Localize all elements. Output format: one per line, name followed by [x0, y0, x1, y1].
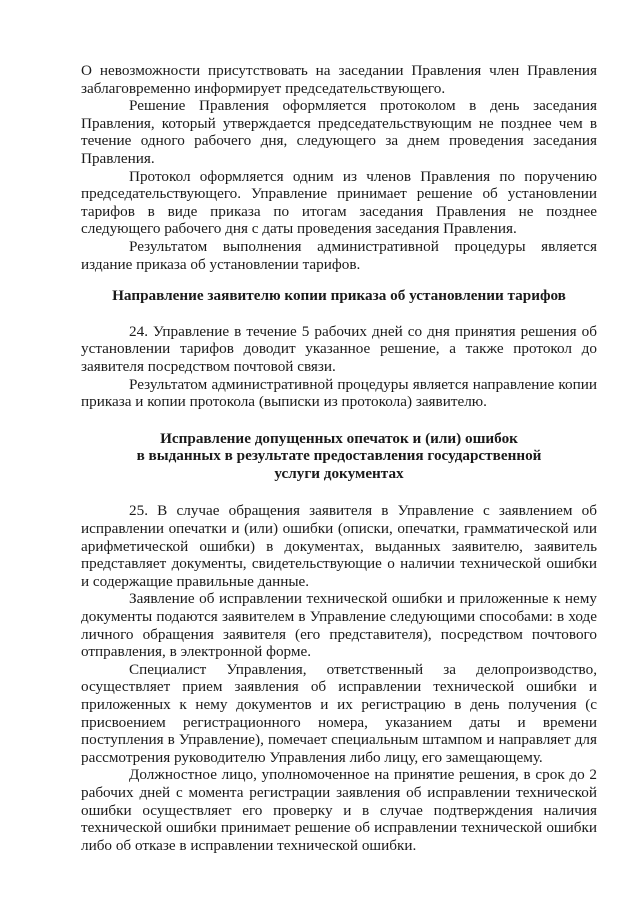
spacer — [81, 273, 597, 287]
section-heading-error-correction — [81, 430, 597, 483]
paragraph-absence-notice: О невозможности присутствовать на заседании Правления член Правления заблаговременно информирует председательствующего. — [81, 62, 597, 97]
paragraph-official-review: Должностное лицо, уполномоченное на принятие решения, в срок до 2 рабочих дней с момента регистрации заявления об исправлении технической ошибки осуществляет его проверку и в случае подтверждения наличия технической ошибки принимает решение об исправлении технической ошибки либо об отказе в исправлении технической ошибки. — [81, 766, 597, 854]
paragraph-decision-protocol: Решение Правления оформляется протоколом в день заседания Правления, который утверждается председательствующим не позднее чем в течение одного рабочего дня, следующего за днем проведения заседания Правления. — [81, 97, 597, 167]
spacer — [81, 482, 597, 502]
paragraph-protocol-drafting: Протокол оформляется одним из членов Правления по поручению председательствующего. Управление принимает решение об установлении тарифов в виде приказа по итогам заседания Правления не позднее следующего рабочего дня с даты проведения заседания Правления. — [81, 167, 597, 238]
paragraph-registration: Специалист Управления, ответственный за делопроизводство, осуществляет прием заявления об исправлении технической ошибки и приложенных к нему документов и их регистрацию в день получения (с присвоением регистрационного номера, указанием даты и времени поступления в Управление), помечает специальным штампом и направляет для рассмотрения руководителю Управления либо лицу, его замещающему. — [81, 660, 597, 766]
section-heading-error-correction-line-1: Исправление допущенных опечаток и (или) ошибок — [160, 429, 518, 447]
paragraph-procedure-result-tariff-order: Результатом выполнения административной процедуры является издание приказа об установлении тарифов. — [81, 237, 597, 273]
paragraph-submission-methods: Заявление об исправлении технической ошибки и приложенные к нему документы подаются заявителем в Управление следующими способами: в ходе личного обращения заявителя (его представителя), посредством почтового отправления, в электронной форме. — [81, 590, 597, 661]
section-heading-send-copy — [81, 287, 597, 305]
paragraph-item-24: 24. Управление в течение 5 рабочих дней со дня принятия решения об установлении тарифов доводит указанное решение, а также протокол до заявителя посредством почтовой связи. — [81, 322, 597, 375]
section-heading-send-copy-line: Направление заявителю копии приказа об установлении тарифов — [112, 287, 566, 305]
spacer — [81, 305, 597, 323]
section-heading-error-correction-line-3: услуги документах — [274, 464, 404, 482]
paragraph-item-25: 25. В случае обращения заявителя в Управление с заявлением об исправлении опечатки и (или) ошибки (описки, опечатки, грамматической или арифметической ошибки) в документах, выданных заявителю, заявитель представляет документы, свидетельствующие о наличии технической ошибки и содержащие правильные данные. — [81, 502, 597, 590]
spacer — [81, 411, 597, 430]
paragraph-procedure-result-send-copy: Результатом административной процедуры является направление копии приказа и копии протокола (выписки из протокола) заявителю. — [81, 375, 597, 411]
document-body — [81, 62, 597, 854]
section-heading-error-correction-line-2: в выданных в результате предоставления государственной — [136, 447, 542, 465]
